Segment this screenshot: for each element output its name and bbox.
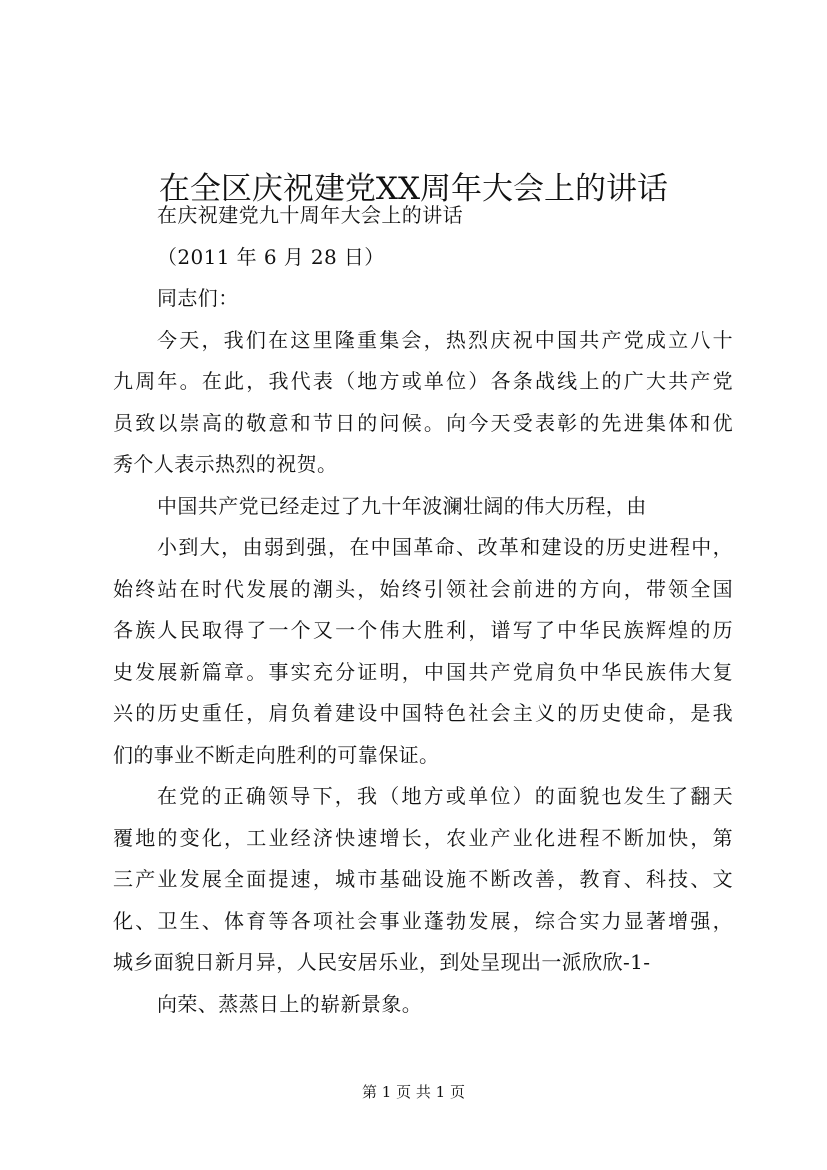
document-body <box>113 195 733 1025</box>
subtitle-line: 在庆祝建党九十周年大会上的讲话 <box>157 203 463 227</box>
document-title: 在全区庆祝建党XX周年大会上的讲话 <box>158 170 669 207</box>
page-footer: 第 1 页 共 1 页 <box>362 1083 465 1101</box>
paragraph-line: 兴的历史重任，肩负着建设中国特色社会主义的历史使命，是我 <box>113 701 733 725</box>
paragraph-line: 化、卫生、体育等各项社会事业蓬勃发展，综合实力显著增强， <box>113 908 733 933</box>
paragraph-line: 覆地的变化，工业经济快速增长，农业产业化进程不断加快，第 <box>113 825 733 850</box>
paragraph-line: 始终站在时代发展的潮头，始终引领社会前进的方向，带领全国 <box>113 576 733 601</box>
paragraph-line: 小到大，由弱到强，在中国革命、改革和建设的历史进程中， <box>157 535 733 559</box>
salutation-line: 同志们： <box>157 286 239 310</box>
paragraph-line: 史发展新篇章。事实充分证明，中国共产党肩负中华民族伟大复 <box>113 659 733 684</box>
paragraph-line: 九周年。在此，我代表（地方或单位）各条战线上的广大共产党 <box>113 369 733 393</box>
paragraph-line: 三产业发展全面提速，城市基础设施不断改善，教育、科技、文 <box>113 867 733 891</box>
paragraph-line: 城乡面貌日新月异，人民安居乐业，到处呈现出一派欣欣-1- <box>113 950 651 974</box>
paragraph-line: 各族人民取得了一个又一个伟大胜利，谱写了中华民族辉煌的历 <box>113 618 733 642</box>
paragraph-line: 中国共产党已经走过了九十年波澜壮阔的伟大历程，由 <box>157 493 647 518</box>
paragraph-line: 员致以崇高的敬意和节日的问候。向今天受表彰的先进集体和优 <box>113 410 733 435</box>
paragraph-line: 秀个人表示热烈的祝贺。 <box>113 452 338 476</box>
paragraph-line: 们的事业不断走向胜利的可靠保证。 <box>113 742 440 767</box>
date-line: （2011 年 6 月 28 日） <box>157 244 385 269</box>
paragraph-line: 今天，我们在这里隆重集会，热烈庆祝中国共产党成立八十 <box>157 327 733 352</box>
paragraph-line: 在党的正确领导下，我（地方或单位）的面貌也发生了翻天 <box>157 784 733 808</box>
paragraph-line: 向荣、蒸蒸日上的崭新景象。 <box>157 991 423 1016</box>
